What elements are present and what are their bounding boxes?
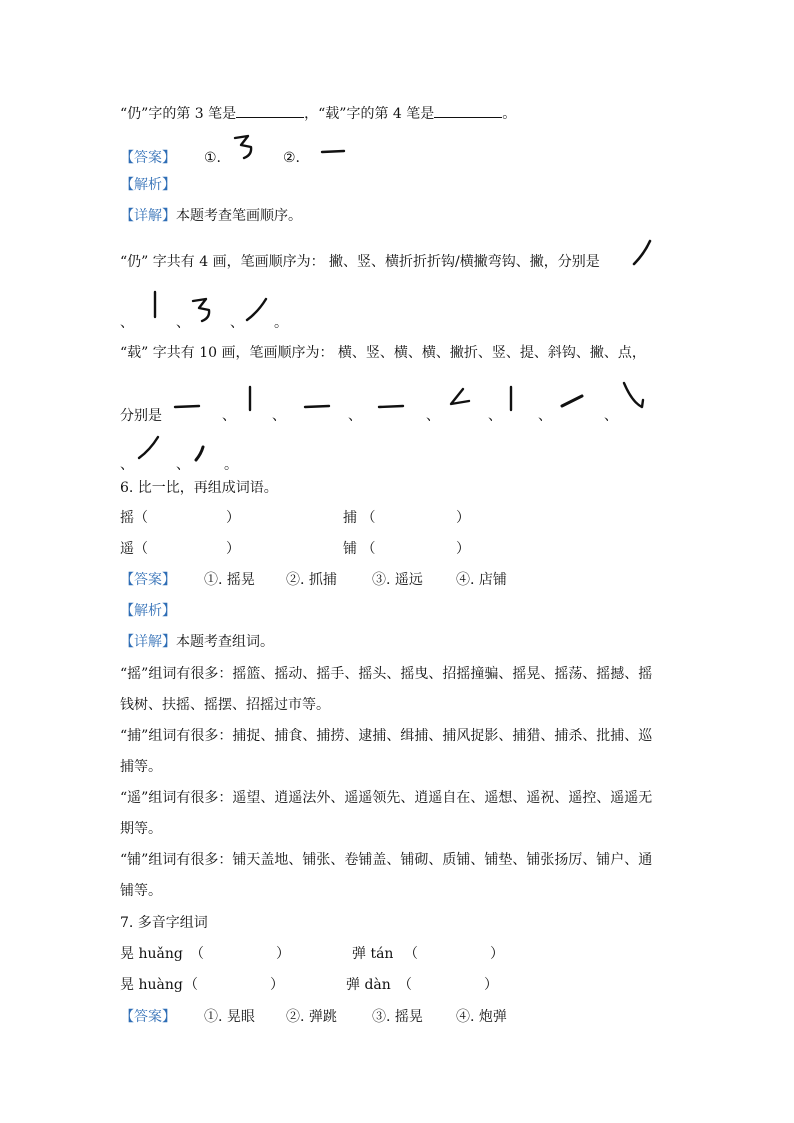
answer-label: 【答案】 [120,572,176,588]
q6-row1-left-close: ） [226,510,240,526]
stroke-dian-icon [192,444,208,464]
q7-row1-left-close: ） [276,946,290,962]
stroke-heng-icon [172,400,202,412]
q6-row2-left-close: ） [226,541,240,557]
zai-prefix: 分别是 [120,408,162,424]
q6-row2-left: 遥（ [120,541,148,557]
stroke-heng-icon [320,146,346,156]
q6-answer-2: ②. 抓捕 [286,572,337,588]
reng-sep-1: 、 [120,315,134,331]
q6-title: 6. 比一比，再组成词语。 [120,480,278,496]
stroke-ti-icon [558,392,586,410]
q6-para-3-line-2: 期等。 [120,821,162,837]
reng-sep-3: 、 [230,315,244,331]
q6-para-4-line-1: “铺”组词有很多：铺天盖地、铺张、卷铺盖、铺砌、质铺、铺垫、铺张扬厉、铺户、通 [120,852,653,868]
stroke-hengzhezhezhegou-icon [232,133,258,161]
q7-row2-right-close: ） [484,977,498,993]
q7-answer-4: ④. 炮弹 [456,1009,507,1025]
detail-label: 【详解】 [120,634,176,650]
stroke-piezhe-icon [447,386,473,412]
q7-row2-right-open: （ [398,977,412,993]
zai-sep: 、 [488,408,502,424]
q5-prefix: “仍”字的第 3 笔是 [120,106,237,122]
stroke-xiegou-icon [620,380,646,412]
q5-end: 。 [502,106,517,122]
stroke-hengzhezhezhegou-icon [190,296,216,324]
q7-row1-left-open: （ [190,946,204,962]
q7-row2-left: 晃 huàng [120,977,183,993]
q7-row1-right-open: （ [404,946,418,962]
reng-sep-2: 、 [176,315,190,331]
q5-ans2-num: ②. [283,150,301,166]
q5-mid: ，“载”字的第 4 笔是 [304,106,435,122]
stroke-pie-icon [136,434,162,462]
detail-text: 本题考查组词。 [176,634,274,650]
q6-answer-4: ④. 店铺 [456,572,507,588]
detail-label: 【详解】 [120,208,176,224]
q6-para-4-line-2: 铺等。 [120,883,162,899]
q7-answer-3: ③. 摇晃 [372,1009,423,1025]
q7-row1-right: 弹 tán [352,946,394,962]
q6-row2-right: 铺 （ [343,541,376,557]
answer-label: 【答案】 [120,150,176,166]
q6-row1-left: 摇（ [120,510,148,526]
q7-row2-left-open: （ [184,977,198,993]
zai-sep: 、 [176,457,190,473]
stroke-shu-icon [244,385,256,413]
q5-zai-line: “载” 字共有 10 画，笔画顺序为： 横、竖、横、横、撇折、竖、提、斜钩、撇、点， [120,345,646,361]
zai-sep: 、 [426,408,440,424]
stroke-pie-icon [244,296,270,324]
q6-answer-3: ③. 遥远 [372,572,423,588]
q6-para-1-line-1: “摇”组词有很多：摇篮、摇动、摇手、摇头、摇曳、招摇撞骗、摇晃、摇荡、摇撼、摇 [120,666,653,682]
q7-row1-left: 晃 huǎng [120,946,183,962]
q5-ans1-num: ①. [204,150,222,166]
zai-sep: 、 [538,408,552,424]
q5-blank-1 [236,103,304,118]
q7-title: 7. 多音字组词 [120,915,208,931]
q7-answer-1: ①. 晃眼 [204,1009,255,1025]
q6-answer-1: ①. 摇晃 [204,572,255,588]
zai-sep: 、 [604,408,618,424]
q6-row1-right: 捕 （ [343,510,376,526]
q7-answer-2: ②. 弹跳 [286,1009,337,1025]
q6-para-2-line-2: 捕等。 [120,759,162,775]
stroke-shu-icon [148,290,162,320]
q5-blank-2 [434,103,502,118]
q5-detail [120,206,302,226]
stroke-heng-icon [302,400,332,412]
q7-row2-right: 弹 dàn [346,977,391,993]
stroke-shu-icon [505,385,517,413]
zai-end: 。 [224,457,238,473]
reng-end: 。 [274,315,288,331]
zai-sep: 、 [272,408,286,424]
q7-row1-right-close: ） [490,946,504,962]
q5-reng-line: “仍” 字共有 4 画，笔画顺序为： 撇、竖、横折折折钩/横撇弯钩、撇，分别是 [120,254,600,270]
q5-answer-line [120,148,176,168]
q6-para-3-line-1: “遥”组词有很多：遥望、逍遥法外、遥遥领先、逍遥自在、遥想、遥祝、遥控、遥遥无 [120,790,653,806]
zai-sep: 、 [222,408,236,424]
q6-row2-right-close: ） [456,541,470,557]
zai-sep: 、 [348,408,362,424]
detail-text: 本题考查笔画顺序。 [176,208,302,224]
analysis-label: 【解析】 [120,177,176,193]
q6-detail [120,632,274,652]
stroke-pie-icon [630,238,654,268]
q6-para-2-line-1: “捕”组词有很多：捕捉、捕食、捕捞、逮捕、缉捕、捕风捉影、捕猎、捕杀、批捕、巡 [120,728,653,744]
q6-row1-right-close: ） [456,510,470,526]
zai-sep: 、 [120,457,134,473]
q7-row2-left-close: ） [270,977,284,993]
q6-para-1-line-2: 钱树、扶摇、摇摆、招摇过市等。 [120,697,330,713]
answer-label: 【答案】 [120,1009,176,1025]
analysis-label: 【解析】 [120,603,176,619]
q5-question-line [120,103,516,124]
stroke-heng-icon [376,400,406,412]
